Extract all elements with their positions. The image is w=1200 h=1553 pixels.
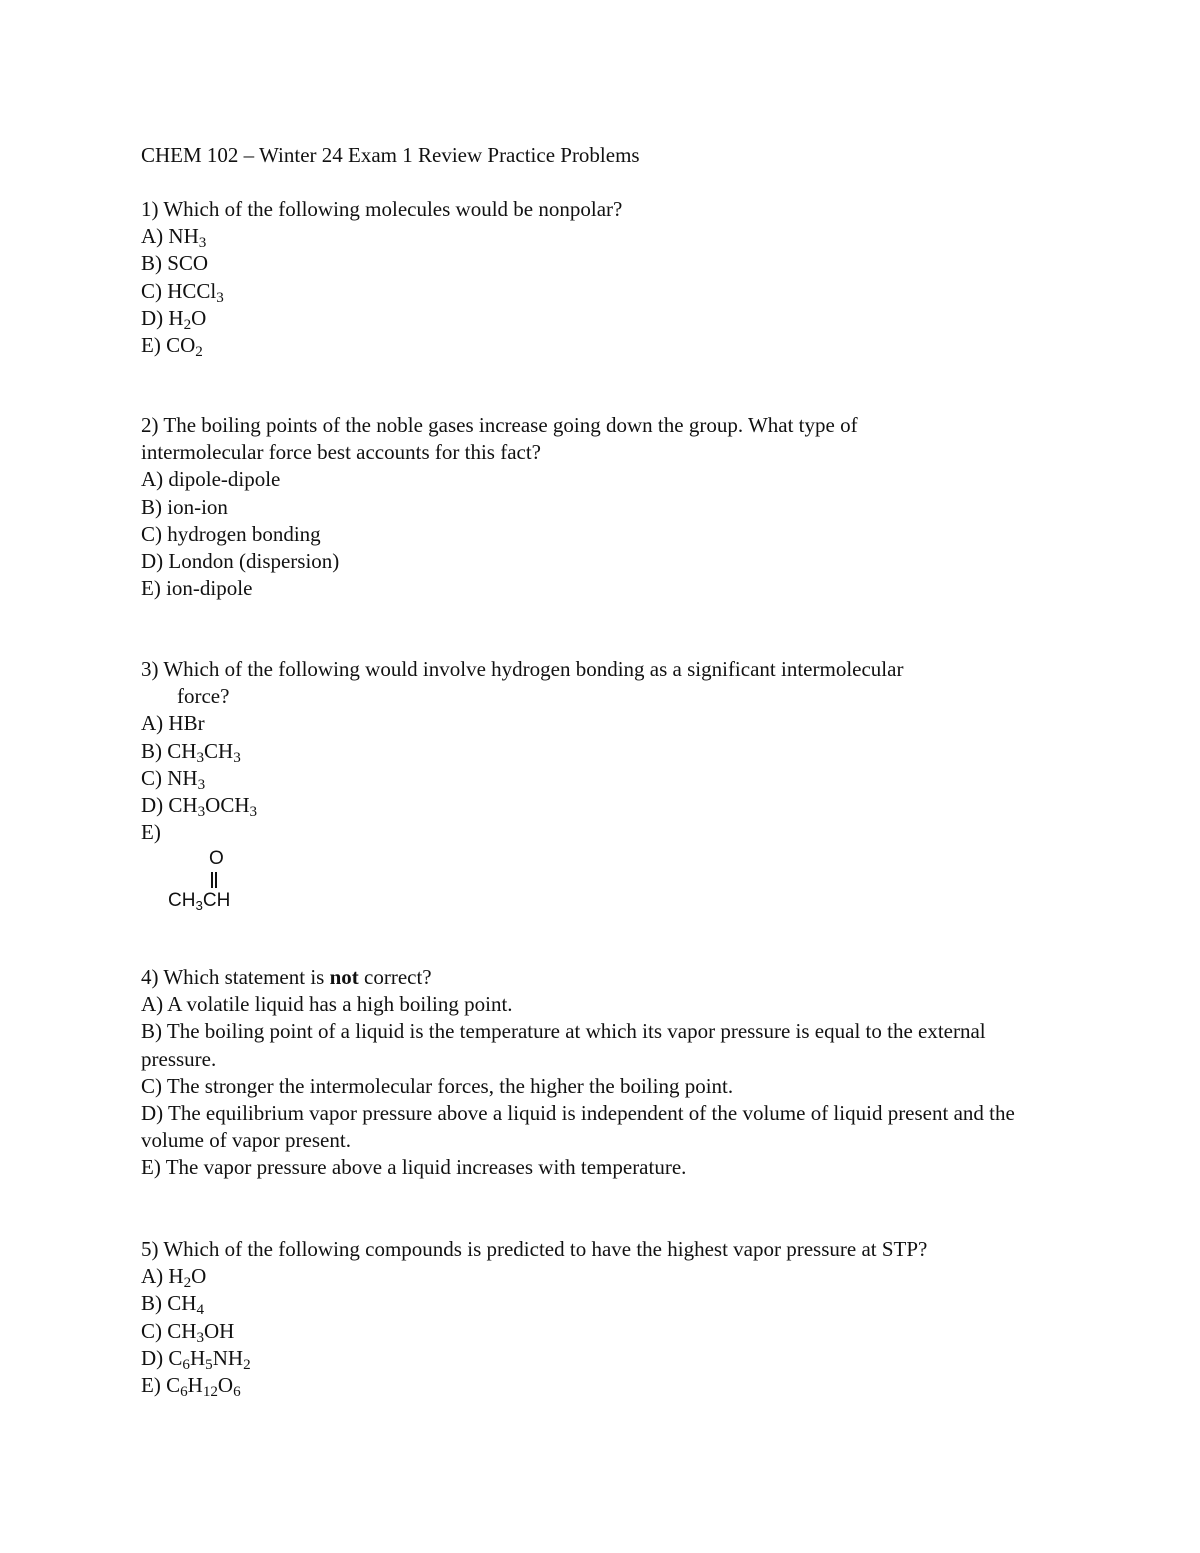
- question-5-choice-d: D) $C_6H_5NH_2$: [141, 1345, 251, 1374]
- structure-oxygen: O: [209, 848, 224, 870]
- question-4-emphasis: not: [329, 965, 359, 989]
- question-2-choice-d: D) London (dispersion): [141, 549, 340, 574]
- question-5: [141, 1236, 1061, 1399]
- question-2: [141, 412, 981, 602]
- question-1-choice-e: E) $CO_2$: [141, 333, 203, 361]
- question-5-choice-a: A) $H_2O$: [141, 1264, 207, 1292]
- question-4-choice-e: E) The vapor pressure above a liquid increases with temperature.: [141, 1155, 687, 1180]
- question-5-stem: 5) Which of the following compounds is predicted to have the highest vapor pressure at STP?: [141, 1237, 928, 1261]
- question-4-choice-a: A) A volatile liquid has a high boiling point.: [141, 992, 513, 1017]
- question-2-choice-a: A) dipole-dipole: [141, 467, 281, 492]
- question-2-stem: 2) The boiling points of the noble gases increase going down the group. What type of intermolecular force best accounts for this fact?: [141, 413, 858, 465]
- question-3: [141, 656, 1061, 914]
- question-5-choice-b: B) $CH_4$: [141, 1291, 204, 1319]
- question-2-choice-b: B) ion-ion: [141, 494, 228, 519]
- question-1-stem: 1) Which of the following molecules would be nonpolar?: [141, 197, 623, 221]
- question-3-choice-c: C) $NH_3$: [141, 765, 206, 794]
- page-title: CHEM 102 – Winter 24 Exam 1 Review Practice Problems: [141, 143, 640, 167]
- question-4: [141, 964, 1061, 1182]
- question-1-choice-d: D) $H_2O$: [141, 305, 207, 334]
- question-3-choice-d: D) $CH_3OCH_3$: [141, 793, 258, 821]
- question-2-choice-c: C) hydrogen bonding: [141, 521, 321, 546]
- question-1-choice-b: B) SCO: [141, 251, 209, 276]
- question-3-stem-line-1: 3) Which of the following would involve hydrogen bonding as a significant intermolecular: [141, 657, 904, 681]
- structure-double-bond: [211, 872, 217, 888]
- question-1-choice-c: C) HCCl$_3$: [141, 278, 224, 306]
- question-1: [141, 196, 1061, 359]
- question-5-choice-e: E) $C_6H_{12}O_6$: [141, 1373, 241, 1401]
- question-3-choice-a: A) HBr: [141, 711, 205, 736]
- question-3-stem-line-2: force?: [177, 684, 230, 709]
- question-1-choice-a: A) $NH_3$: [141, 224, 207, 252]
- question-3-choice-b: B) $CH_3CH_3$: [141, 738, 241, 766]
- question-5-choice-c: C) $CH_3OH$: [141, 1318, 235, 1346]
- question-2-choice-e: E) ion-dipole: [141, 576, 253, 601]
- structure-carbon-chain: $CH_3CH$: [168, 890, 231, 914]
- question-3-choice-e: E): [141, 820, 161, 845]
- acetaldehyde-structure: [168, 848, 298, 914]
- question-4-stem: 4) Which statement is not correct?: [141, 965, 432, 989]
- question-4-choice-b: B) The boiling point of a liquid is the temperature at which its vapor pressure is equal to the external pressure.: [141, 1019, 986, 1071]
- question-4-choice-c: C) The stronger the intermolecular forces, the higher the boiling point.: [141, 1073, 734, 1098]
- question-4-choice-d: D) The equilibrium vapor pressure above a liquid is independent of the volume of liquid present and the volume of vapor present.: [141, 1101, 1015, 1153]
